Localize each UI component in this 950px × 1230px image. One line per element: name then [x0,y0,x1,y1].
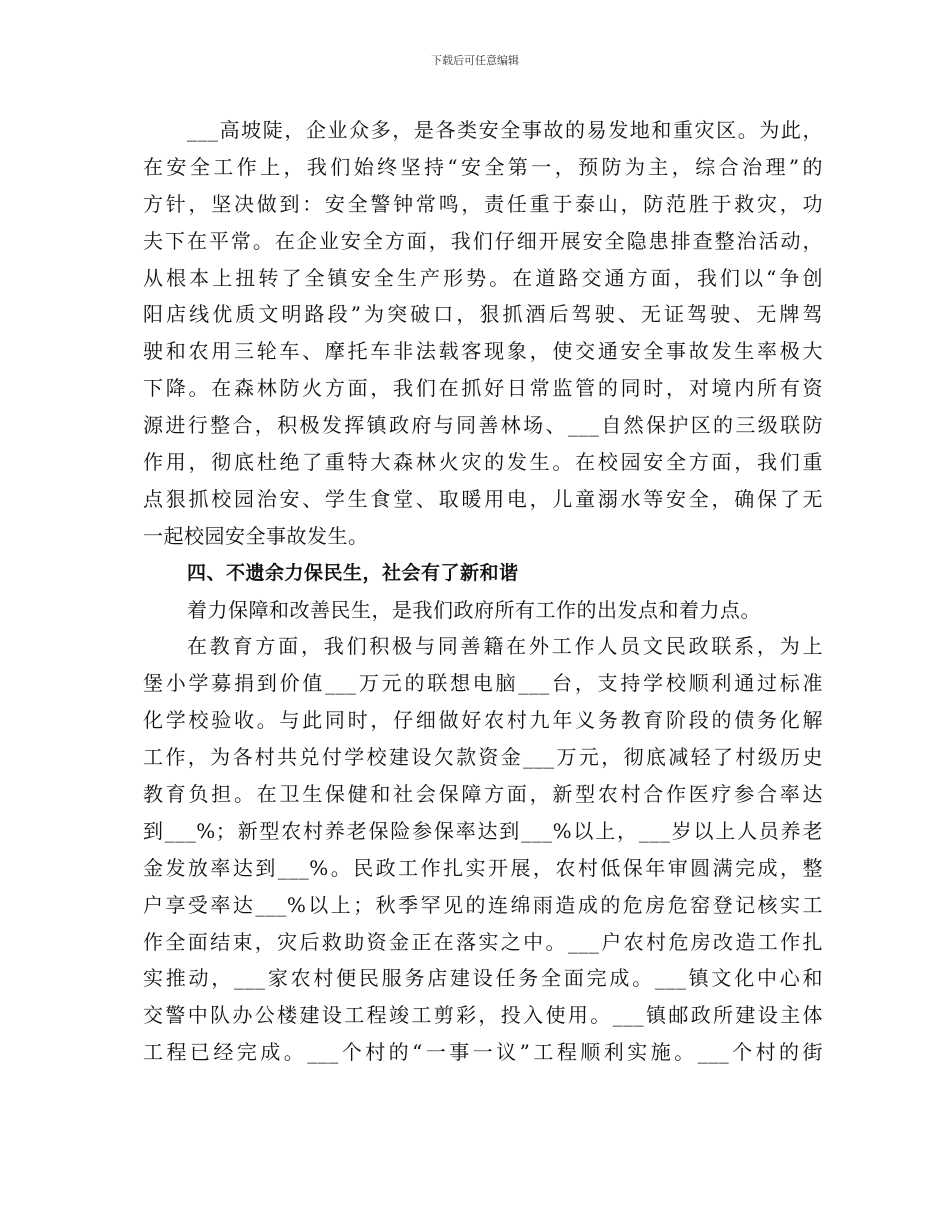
text-line: 一起校园安全事故发生。 [143,523,369,548]
text-line: 实推动，___家农村便民服务店建设任务全面完成。___镇文化中心和 [143,966,823,991]
text-line: 源进行整合，积极发挥镇政府与同善林场、___自然保护区的三级联防 [143,413,823,438]
text-line: 作用，彻底杜绝了重特大森林火灾的发生。在校园安全方面，我们重 [143,450,823,475]
text-line: 金发放率达到___%。民政工作扎实开展，农村低保年审圆满完成，整 [143,855,823,880]
section-heading: 四、不遗余力保民生，社会有了新和谐 [187,561,519,584]
text-line: 从根本上扭转了全镇安全生产形势。在道路交通方面，我们以“争创 [143,265,823,290]
text-line: 工程已经完成。___个村的“一事一议”工程顺利实施。___个村的街 [143,1040,823,1065]
text-line: ___高坡陡，企业众多，是各类安全事故的易发地和重灾区。为此， [187,118,823,142]
text-line: 下降。在森林防火方面，我们在抓好日常监管的同时，对境内所有资 [143,376,823,401]
text-line: 点狠抓校园治安、学生食堂、取暖用电，儿童溺水等安全，确保了无 [143,486,823,511]
text-line: 堡小学募捐到价值___万元的联想电脑___台，支持学校顺利通过标准 [143,671,823,696]
text-line: 着力保障和改善民生，是我们政府所有工作的出发点和着力点。 [187,597,761,622]
text-line: 作全面结束，灾后救助资金正在落实之中。___户农村危房改造工作扎 [143,929,823,954]
page-header: 下载后可任意编辑 [431,54,519,67]
text-line: 户享受率达___%以上；秋季罕见的连绵雨造成的危房危窑登记核实工 [143,892,823,917]
text-line: 交警中队办公楼建设工程竣工剪彩，投入使用。___镇邮政所建设主体 [143,1003,823,1028]
text-line: 化学校验收。与此同时，仔细做好农村九年义务教育阶段的债务化解 [143,708,823,733]
text-line: 到___%；新型农村养老保险参保率达到___%以上，___岁以上人员养老 [143,818,823,843]
document-body [143,112,823,1071]
text-line: 方针，坚决做到：安全警钟常鸣，责任重于泰山，防范胜于救灾，功 [143,191,823,216]
text-line: 阳店线优质文明路段”为突破口，狠抓酒后驾驶、无证驾驶、无牌驾 [143,302,823,327]
text-line: 在安全工作上，我们始终坚持“安全第一，预防为主，综合治理”的 [143,154,823,179]
text-line: 在教育方面，我们积极与同善籍在外工作人员文民政联系，为上 [187,634,823,659]
text-line: 工作，为各村共兑付学校建设欠款资金___万元，彻底减轻了村级历史 [143,745,823,770]
text-line: 驶和农用三轮车、摩托车非法载客现象，使交通安全事故发生率极大 [143,339,823,364]
text-line: 夫下在平常。在企业安全方面，我们仔细开展安全隐患排查整治活动， [143,228,823,253]
text-line: 教育负担。在卫生保健和社会保障方面，新型农村合作医疗参合率达 [143,782,823,807]
